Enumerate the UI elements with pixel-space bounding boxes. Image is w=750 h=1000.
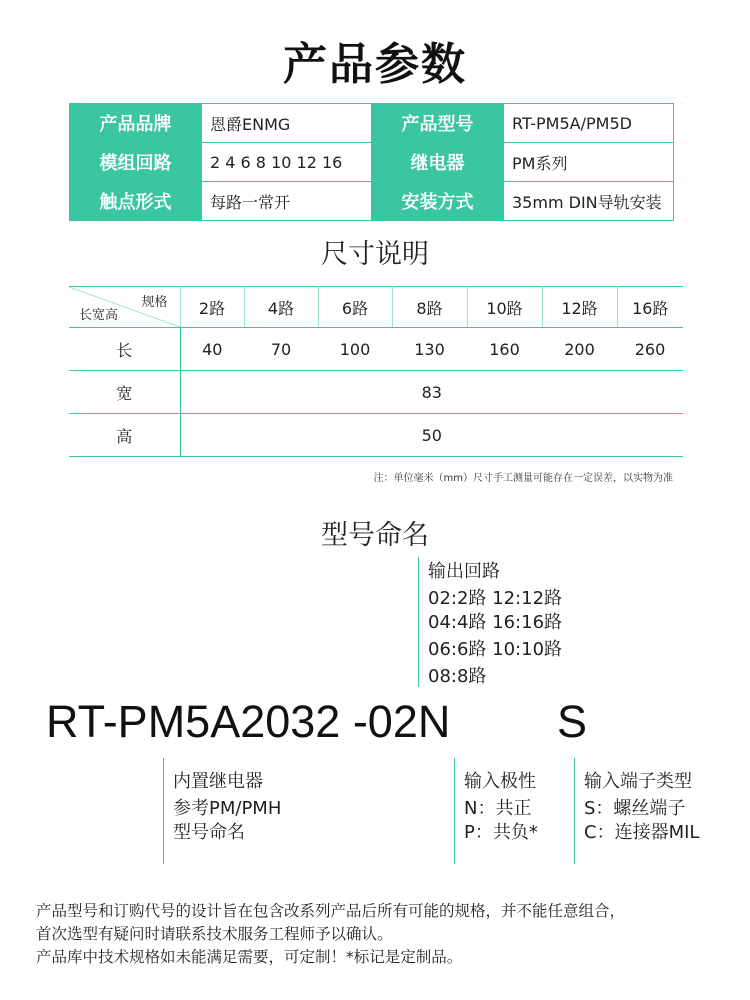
length-label: 长 — [69, 328, 180, 371]
relay-line: 参考PM/PMH — [173, 798, 282, 819]
height-label: 高 — [69, 414, 180, 457]
model-suffix: S — [557, 696, 588, 747]
relay-line: 型号命名 — [173, 822, 245, 843]
mount-key: 安装方式 — [372, 182, 504, 221]
table-row — [69, 328, 683, 371]
model-code: RT-PM5A2032 -02N — [46, 696, 451, 747]
relay-value: PM系列 — [504, 143, 674, 182]
product-params-table — [69, 103, 674, 221]
terminal-title: 输入端子类型 — [584, 771, 692, 792]
output-line: 04:4路 16:16路 — [428, 612, 563, 633]
corner-spec-label: 规格 — [141, 295, 168, 310]
relay-line: 内置继电器 — [173, 771, 263, 792]
length-cell: 200 — [542, 328, 617, 371]
column-header: 12路 — [542, 287, 617, 328]
measurement-note: 注：单位毫米（mm）尺寸手工测量可能存在一定误差，以实物为准 — [373, 473, 673, 484]
loops-key: 模组回路 — [70, 143, 202, 182]
model-key: 产品型号 — [372, 104, 504, 143]
polarity-line: P：共负* — [464, 822, 538, 843]
output-title: 输出回路 — [428, 561, 500, 582]
width-value: 83 — [180, 371, 683, 414]
column-header: 8路 — [392, 287, 467, 328]
terminal-line: S：螺丝端子 — [584, 798, 686, 819]
footer-line: 产品型号和订购代号的设计旨在包含改系列产品后所有可能的规格，并不能任意组合， — [36, 902, 626, 920]
output-line: 08:8路 — [428, 666, 487, 687]
table-row — [69, 371, 683, 414]
terminal-divider — [574, 758, 575, 864]
loops-value: 2 4 6 8 10 12 16 — [202, 143, 372, 182]
width-label: 宽 — [69, 371, 180, 414]
length-cell: 130 — [392, 328, 467, 371]
naming-heading: 型号命名 — [321, 520, 429, 551]
column-header: 2路 — [180, 287, 244, 328]
length-cell: 40 — [180, 328, 244, 371]
corner-cell — [69, 287, 180, 328]
output-divider — [418, 557, 419, 687]
brand-value: 恩爵ENMG — [202, 104, 372, 143]
height-value: 50 — [180, 414, 683, 457]
output-line: 06:6路 10:10路 — [428, 639, 563, 660]
corner-dims-label: 长宽高 — [79, 308, 119, 323]
length-cell: 160 — [467, 328, 542, 371]
polarity-divider — [454, 758, 455, 864]
polarity-title: 输入极性 — [464, 771, 536, 792]
contact-value: 每路一常开 — [202, 182, 372, 221]
table-row — [69, 414, 683, 457]
model-value: RT-PM5A/PM5D — [504, 104, 674, 143]
column-header: 4路 — [244, 287, 318, 328]
contact-key: 触点形式 — [70, 182, 202, 221]
relay-divider — [163, 758, 164, 864]
footer-line: 首次选型有疑问时请联系技术服务工程师予以确认。 — [36, 925, 393, 943]
length-cell: 260 — [617, 328, 683, 371]
mount-value: 35mm DIN导轨安装 — [504, 182, 674, 221]
relay-key: 继电器 — [372, 143, 504, 182]
column-header: 16路 — [617, 287, 683, 328]
brand-key: 产品品牌 — [70, 104, 202, 143]
dimensions-table — [69, 286, 683, 457]
dimensions-heading: 尺寸说明 — [321, 239, 429, 270]
output-line: 02:2路 12:12路 — [428, 588, 563, 609]
terminal-line: C：连接器MIL — [584, 822, 700, 843]
column-header: 10路 — [467, 287, 542, 328]
length-cell: 100 — [318, 328, 392, 371]
polarity-line: N：共正 — [464, 798, 532, 819]
footer-line: 产品库中技术规格如未能满足需要，可定制！*标记是定制品。 — [36, 948, 463, 966]
length-cell: 70 — [244, 328, 318, 371]
page-title: 产品参数 — [283, 39, 467, 90]
column-header: 6路 — [318, 287, 392, 328]
